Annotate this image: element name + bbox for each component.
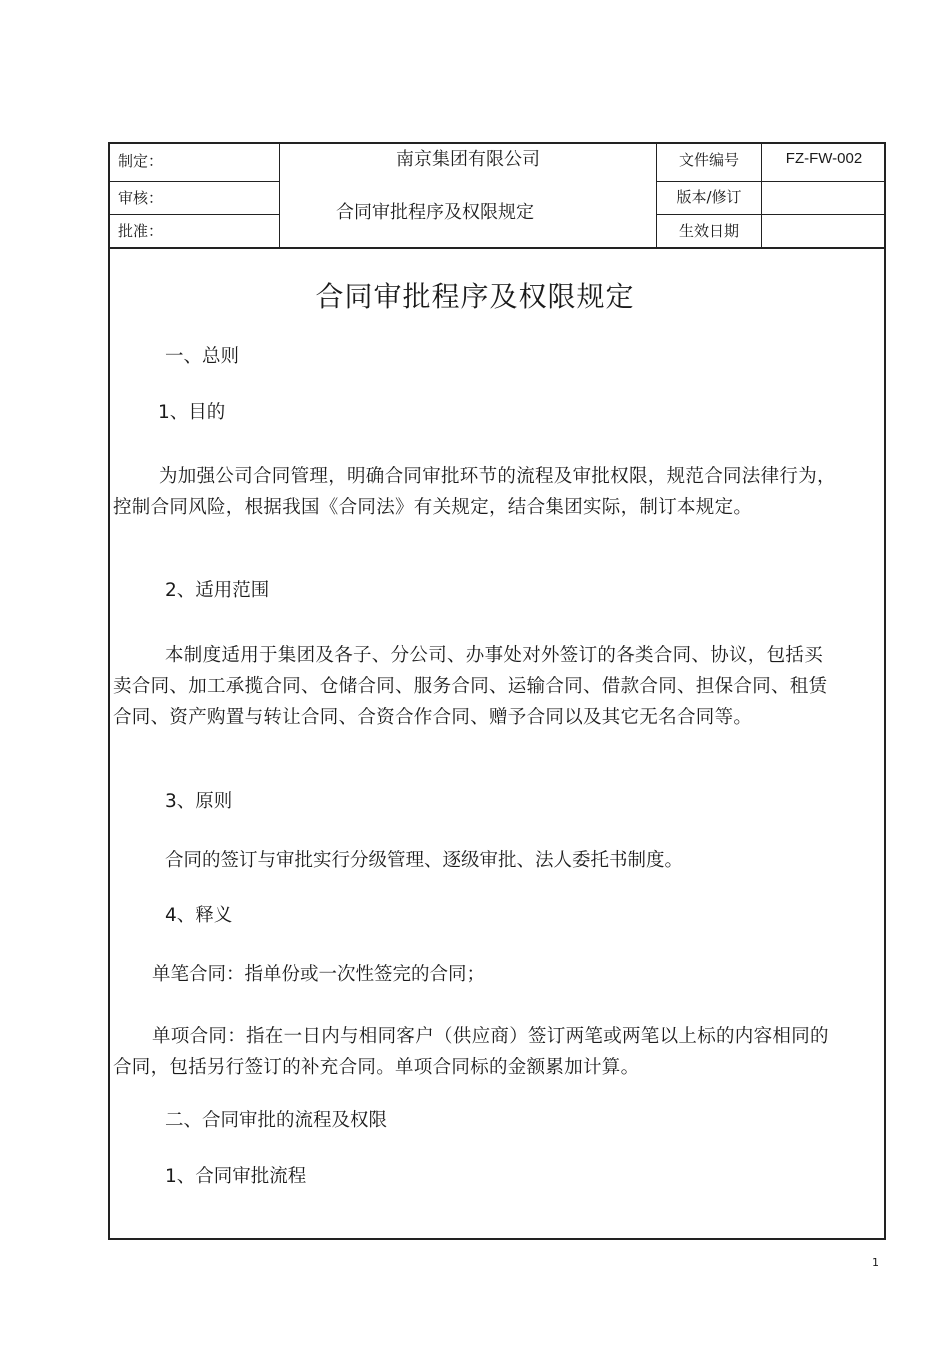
- company-name: 南京集团有限公司: [396, 149, 540, 170]
- paragraph-scope: 本制度适用于集团及各子、分公司、办事处对外签订的各类合同、协议，包括买卖合同、加工承揽合同、仓储合同、服务合同、运输合同、借款合同、担保合同、租赁合同、资产购置与转让合同、合资合作合同、赠予合同以及其它无名合同等。: [113, 645, 828, 728]
- page-number: 1: [872, 1256, 879, 1269]
- heading-definitions: 4、释义: [165, 905, 233, 926]
- heading-scope: 2、适用范围: [165, 580, 270, 601]
- label-drafted: 制定：: [118, 152, 164, 170]
- paragraph-purpose: 为加强公司合同管理，明确合同审批环节的流程及审批权限，规范合同法律行为，控制合同风险，根据我国《合同法》有关规定，结合集团实际，制订本规定。: [113, 466, 836, 518]
- label-effective: 生效日期: [678, 222, 739, 240]
- doc-no: FZ-FW-002: [785, 150, 863, 167]
- page-title: 合同审批程序及权限规定: [315, 280, 635, 313]
- doc-title-cell: 合同审批程序及权限规定: [336, 202, 534, 223]
- label-approved: 批准：: [118, 222, 164, 240]
- label-doc-no: 文件编号: [678, 151, 739, 169]
- row1-line-right: [656, 181, 886, 182]
- heading-purpose: 1、目的: [158, 402, 226, 423]
- paragraph-single-contract: 单笔合同：指单份或一次性签完的合同；: [152, 964, 486, 985]
- section-approval: 二、合同审批的流程及权限: [165, 1110, 388, 1131]
- heading-approval-flow: 1、合同审批流程: [165, 1166, 307, 1187]
- section-general: 一、总则: [165, 346, 240, 367]
- label-version: 版本/修订: [676, 188, 742, 206]
- paragraph-principle: 合同的签订与审批实行分级管理、逐级审批、法人委托书制度。: [165, 850, 684, 871]
- label-reviewed: 审核：: [118, 189, 164, 207]
- header-bottom-line: [108, 247, 886, 249]
- row2-line-left: [108, 214, 279, 215]
- paragraph-item-contract: 单项合同：指在一日内与相同客户（供应商）签订两笔或两笔以上标的内容相同的合同，包括另行签订的补充合同。单项合同标的金额累加计算。: [113, 1026, 829, 1078]
- row1-line-left: [108, 181, 279, 182]
- row2-line-right: [656, 214, 886, 215]
- heading-principle: 3、原则: [165, 791, 233, 812]
